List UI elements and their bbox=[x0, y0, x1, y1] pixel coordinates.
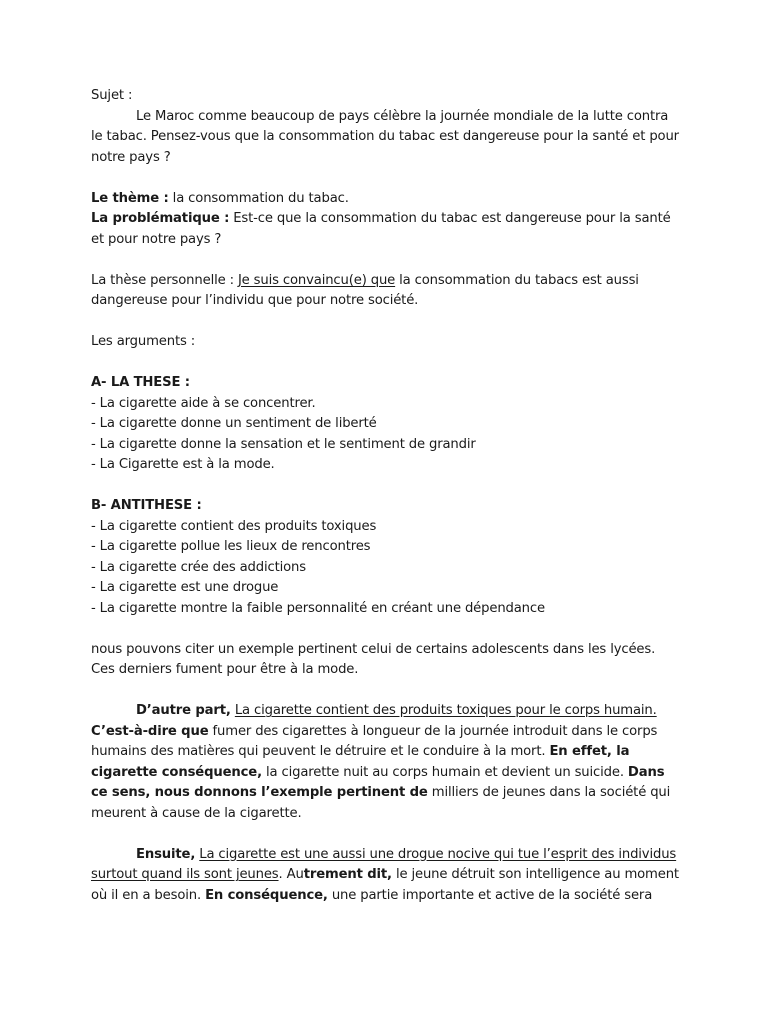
subject-label: Sujet : bbox=[91, 88, 133, 103]
these-item: - La cigarette donne la sensation et le sentiment de grandir bbox=[91, 436, 476, 452]
spacer bbox=[91, 619, 680, 640]
connector-bold: En effet, la cigarette conséquence, bbox=[91, 744, 630, 780]
text-span: le jeune détruit son intelligence au moment où il en a besoin. bbox=[91, 867, 679, 903]
connector-bold: trement dit, bbox=[303, 867, 392, 882]
text-span: fumer des cigarettes à longueur de la journée introduit dans le corps humains des matières qui peuvent le détruire et le conduire à la mort. bbox=[91, 723, 658, 759]
antithese-item: - La cigarette contient des produits toxiques bbox=[91, 518, 377, 534]
these-heading: A- LA THESE : bbox=[91, 375, 190, 390]
problematique-label: La problématique : bbox=[91, 211, 230, 226]
connector-bold: C’est-à-dire que bbox=[91, 723, 209, 739]
problematique-text: Est-ce que la consommation du tabac est dangereuse pour la santé et pour notre pays ? bbox=[91, 211, 671, 247]
theme-text: la consommation du tabac. bbox=[168, 190, 349, 206]
spacer bbox=[91, 168, 680, 189]
text-span: . Au bbox=[278, 867, 304, 882]
example-paragraph: nous pouvons citer un exemple pertinent celui de certains adolescents dans les lycées. Ces derniers fument pour être à la mode. bbox=[91, 641, 656, 677]
these-personnelle-underlined: Je suis convaincu(e) que bbox=[237, 272, 396, 288]
underlined-argument: La cigarette contient des produits toxiques pour le corps humain. bbox=[234, 703, 657, 718]
these-item: - La cigarette donne un sentiment de liberté bbox=[91, 416, 377, 431]
antithese-item: - La cigarette crée des addictions bbox=[91, 559, 306, 575]
spacer bbox=[91, 353, 680, 374]
these-personnelle-text: la consommation du tabacs est aussi dangereuse pour l’individu que pour notre société. bbox=[91, 272, 639, 308]
antithese-item: - La cigarette pollue les lieux de rencontres bbox=[91, 539, 371, 554]
text-span: la cigarette nuit au corps humain et devient un suicide. bbox=[261, 764, 628, 780]
subject-text: Le Maroc comme beaucoup de pays célèbre la journée mondiale de la lutte contra le tabac. Pensez-vous que la consommation du tabac est dangereuse pour la santé et pour notre pays ? bbox=[91, 108, 679, 165]
text-span: milliers de jeunes dans la société qui meurent à cause de la cigarette. bbox=[91, 785, 671, 821]
theme-label: Le thème : bbox=[91, 190, 169, 206]
theme-line bbox=[91, 189, 680, 210]
problematique-line bbox=[91, 209, 680, 250]
underlined-argument: La cigarette est une aussi une drogue nocive qui tue l’esprit des individus surtout quand ils sont jeunes bbox=[91, 846, 677, 882]
these-item: - La cigarette aide à se concentrer. bbox=[91, 395, 316, 411]
connector-bold: D’autre part, bbox=[136, 703, 231, 718]
spacer bbox=[91, 681, 680, 702]
antithese-heading: B- ANTITHESE : bbox=[91, 498, 202, 513]
spacer bbox=[91, 824, 680, 845]
these-item: - La Cigarette est à la mode. bbox=[91, 457, 275, 472]
these-personnelle-line bbox=[91, 271, 680, 312]
connector-bold: En conséquence, bbox=[205, 887, 328, 903]
connector-bold: Ensuite, bbox=[136, 846, 196, 862]
antithese-item: - La cigarette montre la faible personnalité en créant une dépendance bbox=[91, 600, 545, 616]
arguments-label: Les arguments : bbox=[91, 334, 196, 349]
paragraph-ensuite bbox=[91, 845, 680, 907]
these-personnelle-prefix: La thèse personnelle : bbox=[91, 272, 238, 288]
antithese-item: - La cigarette est une drogue bbox=[91, 580, 279, 595]
spacer bbox=[91, 312, 680, 333]
paragraph-autre-part bbox=[91, 701, 680, 824]
connector-bold: Dans ce sens, nous donnons l’exemple pertinent de bbox=[91, 764, 665, 800]
spacer bbox=[91, 250, 680, 271]
text-span: une partie importante et active de la société sera bbox=[327, 887, 653, 903]
spacer bbox=[91, 476, 680, 497]
